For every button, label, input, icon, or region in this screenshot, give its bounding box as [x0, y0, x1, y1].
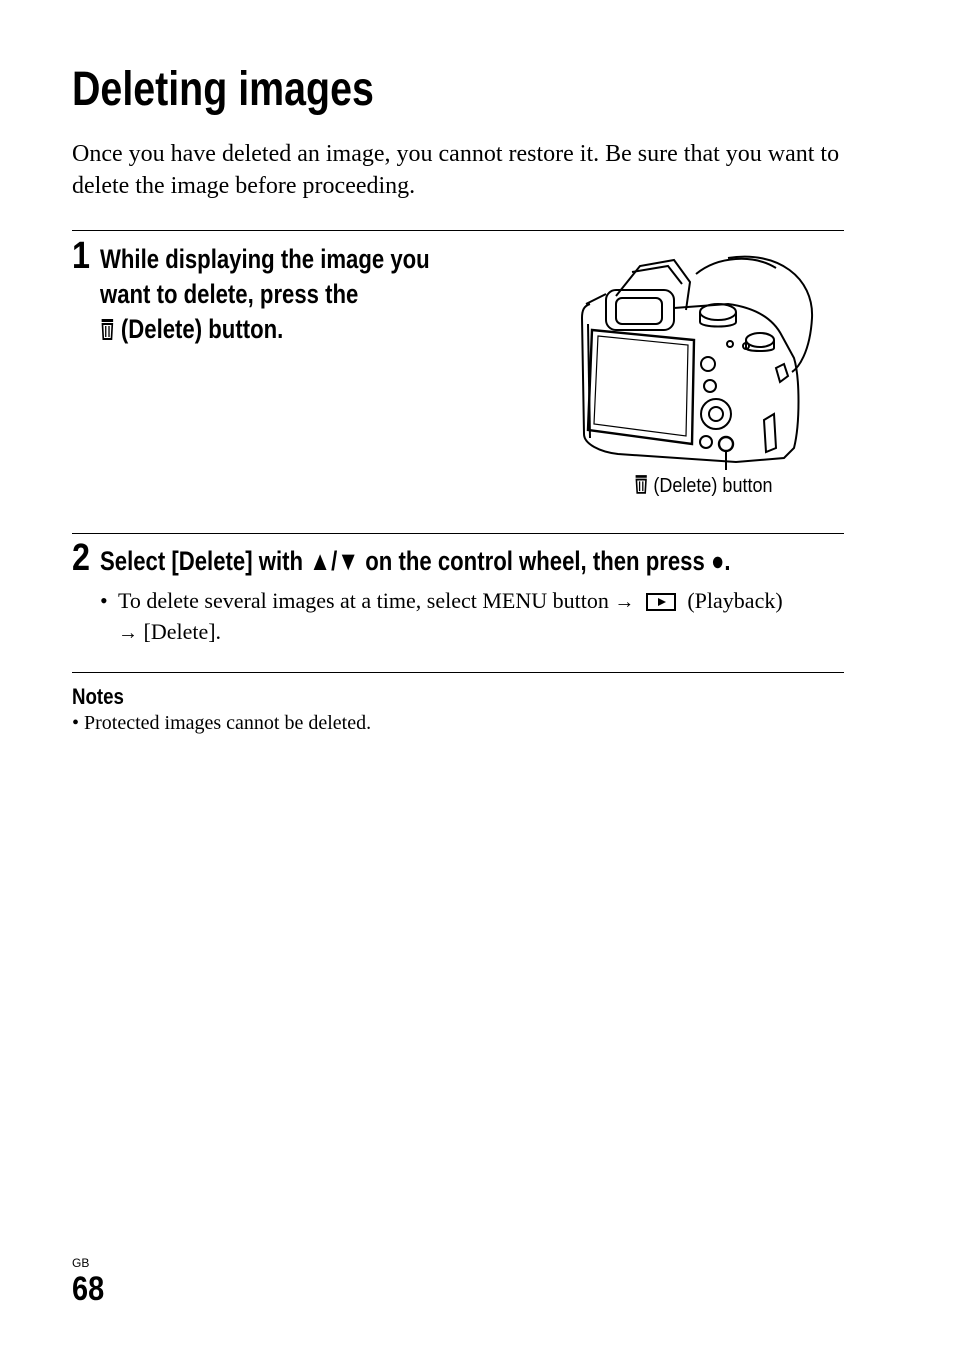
step-1-line-3-text: (Delete) button. — [120, 314, 284, 344]
bullet-text-1: To delete several images at a time, select MENU button — [118, 588, 609, 613]
step-1-line-2: want to delete, press the — [100, 279, 359, 309]
intro-paragraph: Once you have deleted an image, you cannot restore it. Be sure that you want to delete the image before proceeding. — [72, 141, 840, 199]
bullet-marker: • — [100, 588, 108, 613]
illustration-caption — [634, 474, 772, 498]
notes-item: • Protected images cannot be deleted. — [72, 712, 372, 734]
trash-icon — [100, 318, 115, 340]
arrow-icon: → — [614, 591, 635, 613]
step-2-number: 2 — [72, 537, 90, 579]
bullet-text-2: (Playback) — [687, 588, 783, 613]
bullet-text-3: [Delete]. — [143, 619, 222, 644]
region-code: GB — [72, 1256, 90, 1270]
camera-back-illustration — [578, 248, 818, 470]
step-1-line-1: While displaying the image you — [100, 244, 430, 274]
caption-text: (Delete) button — [653, 475, 773, 497]
notes-title: Notes — [72, 684, 124, 709]
divider — [72, 672, 844, 673]
step-2-bullet — [100, 586, 860, 648]
step-1-line-3 — [100, 312, 283, 347]
step-2-instruction: Select [Delete] with ▲/▼ on the control wheel, then press ●. — [100, 546, 731, 576]
page-title: Deleting images — [72, 63, 374, 116]
arrow-icon: → — [118, 622, 138, 644]
playback-icon — [646, 593, 676, 611]
page-number: 68 — [72, 1270, 105, 1308]
step-1-number: 1 — [72, 235, 90, 277]
trash-icon — [634, 474, 648, 494]
divider — [72, 230, 844, 231]
step-1-instruction — [100, 242, 502, 347]
divider — [72, 533, 844, 534]
